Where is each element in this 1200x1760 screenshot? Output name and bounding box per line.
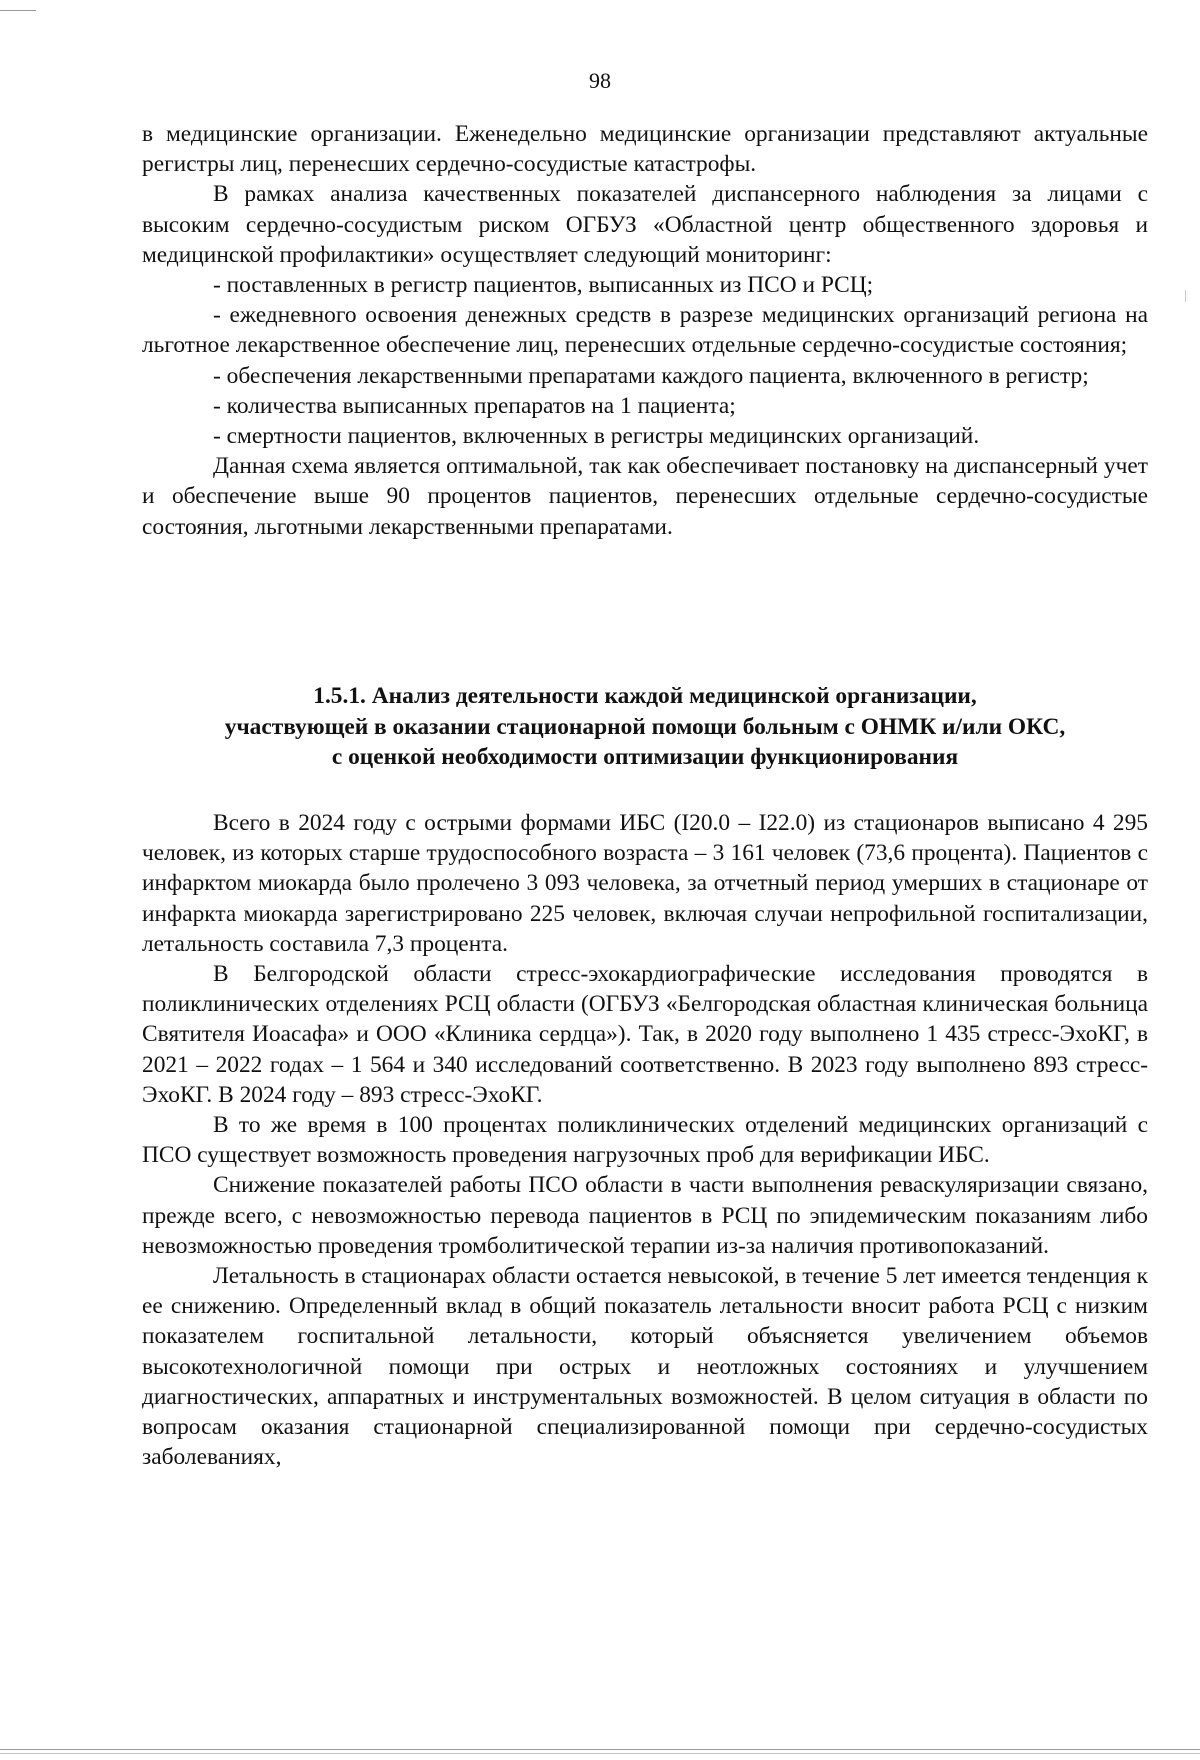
paragraph-load-tests: В то же время в 100 процентах поликлинических отделений медицинских организаций с ПСО существует возможность проведения нагрузочных проб для верификации ИБС.	[142, 1112, 1148, 1169]
paragraph-scheme-summary: Данная схема является оптимальной, так как обеспечивает постановку на диспансерный учет и обеспечение выше 90 процентов пациентов, перенесших отдельные сердечно-сосудистые состояния, льготными лекарственными препаратами.	[142, 453, 1148, 540]
section-heading-line: 1.5.1. Анализ деятельности каждой медицинской организации,	[313, 683, 977, 709]
section-heading-line: участвующей в оказании стационарной помощи больным с ОНМК и/или ОКС,	[224, 713, 1066, 740]
paragraph-continuation: в медицинские организации. Еженедельно медицинские организации представляют актуальные регистры лиц, перенесших сердечно-сосудистые катастрофы.	[142, 121, 1148, 178]
paragraph-revascularization: Снижение показателей работы ПСО области в части выполнения реваскуляризации связано, прежде всего, с невозможностью перевода пациентов в РСЦ по эпидемическим показаниям либо невозможностью проведения тромболитической терапии из-за наличия противопоказаний.	[142, 1172, 1148, 1259]
scan-corner-mark	[0, 10, 36, 11]
list-item: - смертности пациентов, включенных в регистры медицинских организаций.	[213, 423, 980, 450]
paragraph-monitoring-intro: В рамках анализа качественных показателей диспансерного наблюдения за лицами с высоким сердечно-сосудистым риском ОГБУЗ «Областной центр общественного здоровья и медицинской профилактики» осуществляет следующий мониторинг:	[142, 181, 1148, 268]
top-text-block	[142, 119, 1148, 542]
list-item: - ежедневного освоения денежных средств в разрезе медицинских организаций региона на льготное лекарственное обеспечение лиц, перенесших отдельные сердечно-сосудистые состояния;	[142, 302, 1148, 359]
section-heading-line: с оценкой необходимости оптимизации функционирования	[331, 744, 959, 770]
paragraph-stress-echo: В Белгородской области стресс-эхокардиографические исследования проводятся в поликлинических отделениях РСЦ области (ОГБУЗ «Белгородская областная клиническая больница Святителя Иоасафа» и ООО «Клиника сердца»). Так, в 2020 году выполнено 1 435 стресс-ЭхоКГ, в 2021 – 2022 годах – 1 564 и 340 исследований соответственно. В 2023 году выполнено 893 стресс-ЭхоКГ. В 2024 году – 893 стресс-ЭхоКГ.	[142, 961, 1148, 1108]
section-heading	[142, 681, 1148, 773]
paragraph-mortality: Летальность в стационарах области остается невысокой, в течение 5 лет имеется тенденция к ее снижению. Определенный вклад в общий показатель летальности вносит работа РСЦ с низким показателем госпитальной летальности, который объясняется увеличением объемов высокотехнологичной помощи при острых и неотложных состояниях и улучшением диагностических, аппаратных и инструментальных возможностей. В целом ситуация в области по вопросам оказания стационарной специализированной помощи при сердечно-сосудистых заболеваниях,	[142, 1263, 1148, 1471]
section-text-block	[142, 808, 1148, 1472]
list-item: - обеспечения лекарственными препаратами каждого пациента, включенного в регистр;	[213, 362, 1089, 389]
page-number: 98	[589, 68, 611, 93]
scan-speck	[1185, 290, 1186, 302]
list-item: - поставленных в регистр пациентов, выписанных из ПСО и РСЦ;	[213, 272, 874, 299]
list-item: - количества выписанных препаратов на 1 пациента;	[213, 392, 736, 419]
scan-bottom-edge	[0, 1749, 1200, 1754]
paragraph-ibs-statistics: Всего в 2024 году с острыми формами ИБС (I20.0 – I22.0) из стационаров выписано 4 295 человек, из которых старше трудоспособного возраста – 3 161 человек (73,6 процента). Пациентов с инфарктом миокарда было пролечено 3 093 человека, за отчетный период умерших в стационаре от инфаркта миокарда зарегистрировано 225 человек, включая случаи непрофильной госпитализации, летальность составила 7,3 процента.	[142, 810, 1148, 957]
